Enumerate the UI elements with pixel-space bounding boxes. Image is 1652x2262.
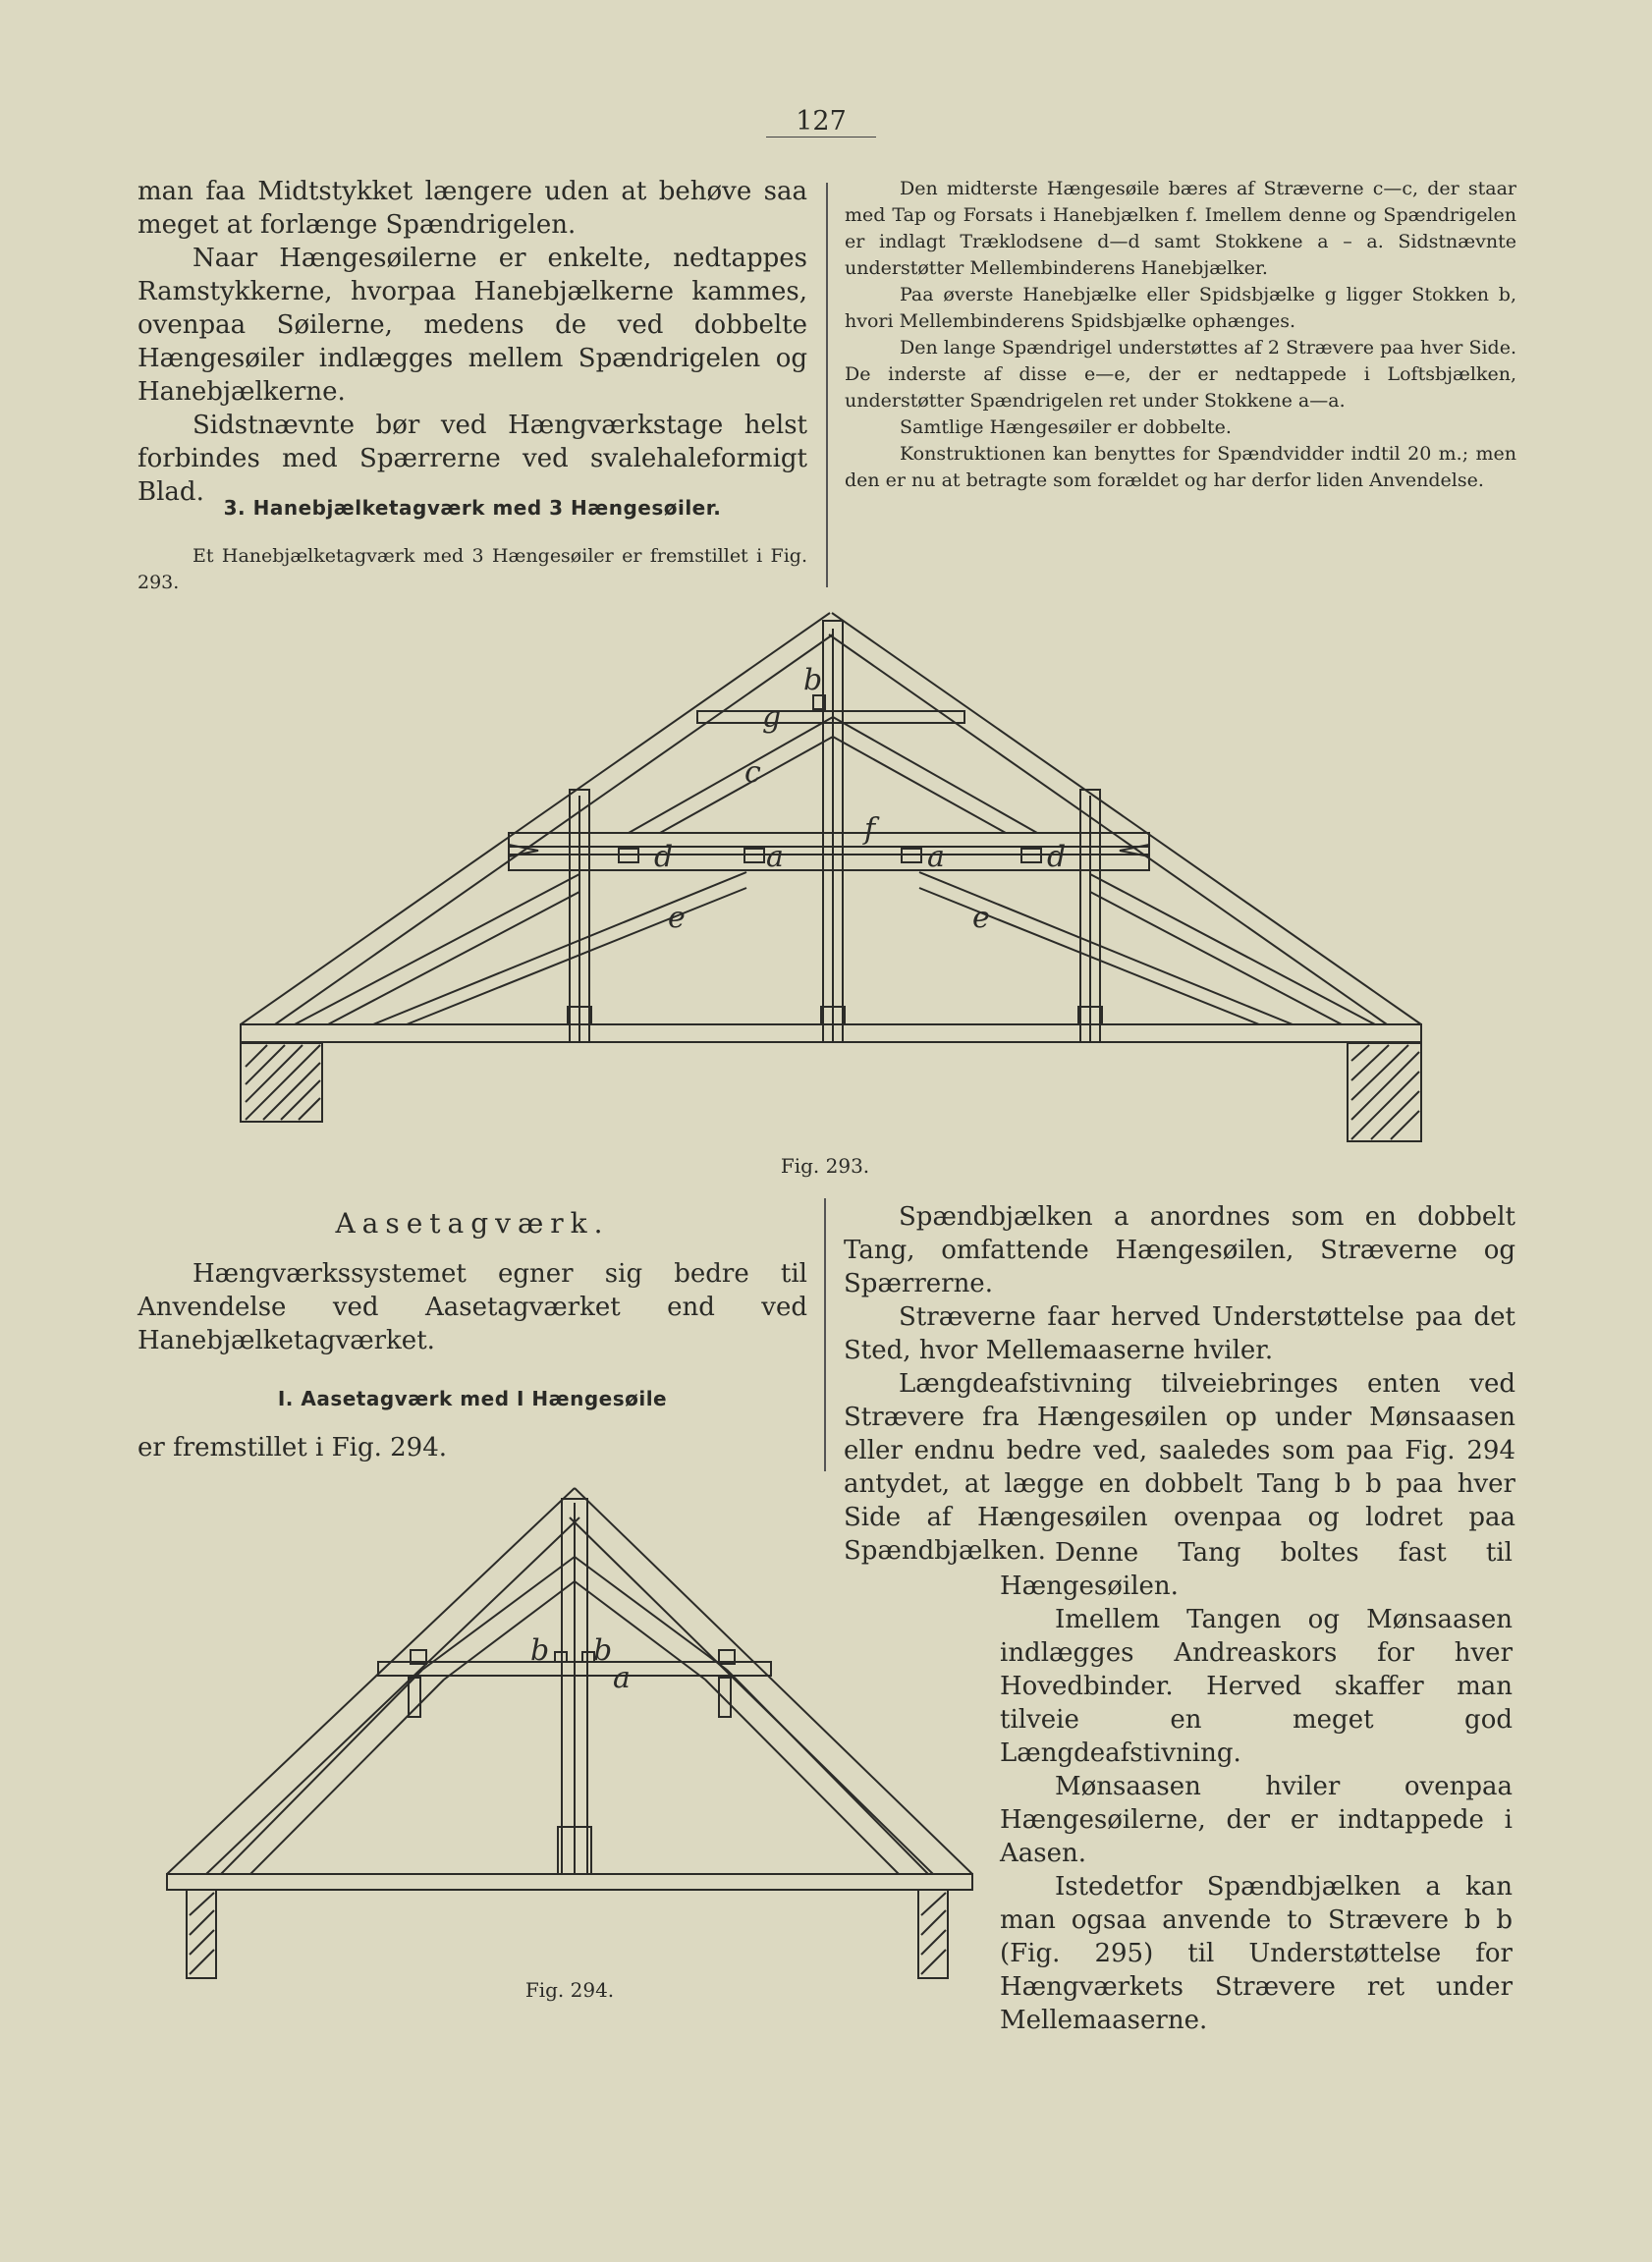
fig293-label-f: f <box>864 812 876 847</box>
left-paragraph-1: man faa Midtstykket længere uden at behøve saa meget at forlænge Spændrigelen. <box>138 177 807 240</box>
fig293-label-a-left: a <box>766 840 784 874</box>
fig293-label-d-right: d <box>1047 840 1067 874</box>
right-paragraph-1: Den midterste Hængesøile bæres af Stræverne c—c, der staar med Tap og Forsats i Hanebjælken f. Imellem denne og Spændrigelen er indlagt Træklodsene d—d samt Stokkene a – a. Sidstnævnte understøtter Mellembinderens Hanebjælker. <box>845 178 1516 279</box>
fig294-tie-beam <box>167 1874 972 1890</box>
right-bottom-paragraph-7: Istedetfor Spændbjælken a kan man ogsaa anvende to Strævere b b (Fig. 295) til Understøttelse for Hængværkets Strævere ret under Mellemaaserne. <box>1000 1872 1513 2035</box>
right-bottom-paragraph-6: Mønsaasen hviler ovenpaa Hængesøilerne, der er indtappede i Aasen. <box>1000 1772 1513 1868</box>
fig294-walls <box>187 1890 948 1978</box>
fig293-caption: Fig. 293. <box>780 1154 870 1178</box>
fig294-label-b-left: b <box>530 1633 550 1668</box>
fig293-label-e-left: e <box>668 901 686 935</box>
right-bottom-paragraph-1: Spændbjælken a anordnes som en dobbelt Tang, omfattende Hængesøilen, Stræverne og Spærrerne. <box>844 1202 1515 1298</box>
fig293-label-b: b <box>803 663 823 697</box>
fig293-label-c: c <box>744 755 761 790</box>
fig294-label-b-right: b <box>593 1633 613 1668</box>
right-paragraph-5: Konstruktionen kan benyttes for Spændvidder indtil 20 m.; men den er nu at betragte som forældet og har derfor liden Anvendelse. <box>845 443 1516 491</box>
left-paragraph-4: Et Hanebjælketagværk med 3 Hængesøiler er fremstillet i Fig. 293. <box>138 545 807 593</box>
left-bottom-paragraph-1: Hængværkssystemet egner sig bedre til Anvendelse ved Aasetagværket end ved Hanebjælketagværket. <box>138 1259 807 1355</box>
fig293-label-a-right: a <box>927 840 945 874</box>
right-bottom-paragraph-3: Længdeafstivning tilveiebringes enten ved Strævere fra Hængesøilen op under Mønsaasen eller endnu bedre ved, saaledes som paa Fig. 294 antydet, at lægge en dobbelt Tang b b paa hver Side af Hængesøilen ovenpaa og lodret paa Spændbjælken. <box>844 1369 1515 1566</box>
page-number: 127 <box>766 106 876 138</box>
fig293-label-d-left: d <box>654 840 674 874</box>
section-heading-1: I. Aasetagværk med I Hængesøile <box>277 1387 668 1410</box>
fig293-label-g: g <box>762 700 782 735</box>
right-bottom-paragraph-5: Imellem Tangen og Mønsaasen indlægges Andreaskors for hver Hovedbinder. Herved skaffer man tilveie en meget god Længdeafstivning. <box>1000 1605 1513 1768</box>
left-bottom-paragraph-2: er fremstillet i Fig. 294. <box>138 1433 448 1462</box>
right-bottom-paragraph-2: Stræverne faar herved Understøttelse paa det Sted, hvor Mellemaaserne hviler. <box>844 1302 1515 1365</box>
fig294-label-a: a <box>613 1661 631 1695</box>
right-bottom-column-upper <box>844 1200 1515 1568</box>
left-paragraph-2: Naar Hængesøilerne er enkelte, nedtappes Ramstykkerne, hvorpaa Hanebjælkerne kammes, ovenpaa Søilerne, medens de ved dobbelte Hængesøiler indlægges mellem Spændrigelen og Hanebjælkerne. <box>138 244 807 407</box>
fig293-label-e-right: e <box>972 901 990 935</box>
right-paragraph-2: Paa øverste Hanebjælke eller Spidsbjælke g ligger Stokken b, hvori Mellembinderens Spidsbjælke ophænges. <box>845 284 1516 332</box>
section-title-aasetagvaerk: Aasetagværk. <box>335 1207 610 1240</box>
right-bottom-column-lower <box>1000 1536 1513 2037</box>
right-paragraph-4: Samtlige Hængesøiler er dobbelte. <box>900 416 1232 438</box>
fig294-hanging-post <box>558 1499 591 1874</box>
right-paragraph-3: Den lange Spændrigel understøttes af 2 Strævere paa hver Side. De inderste af disse e—e, der er nedtappede i Loftsbjælken, understøtter Spændrigelen ret under Stokkene a—a. <box>845 337 1516 412</box>
fig294-labels <box>530 1633 631 1695</box>
section-heading-3: 3. Hanebjælketagværk med 3 Hængesøiler. <box>223 496 722 520</box>
right-bottom-paragraph-4: Denne Tang boltes fast til Hængesøilen. <box>1000 1538 1513 1601</box>
left-paragraph-3: Sidstnævnte bør ved Hængværkstage helst forbindes med Spærrerne ved svalehaleformigt Blad. <box>138 411 807 507</box>
fig294-caption: Fig. 294. <box>524 1978 615 2002</box>
